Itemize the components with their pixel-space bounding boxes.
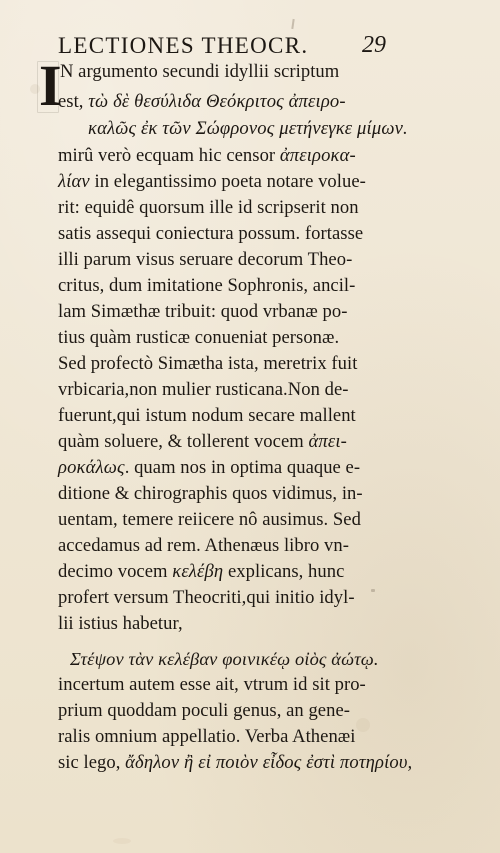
greek-fragment: ἀπει- <box>308 431 347 452</box>
greek-fragment: ἄδηλον ἢ εἰ ποιὸν εἶδος ἐστὶ ποτηρίου, <box>125 752 413 773</box>
decorative-initial <box>37 53 62 118</box>
greek-fragment: τὼ δὲ θεσύλιδα Θεόκριτος ἀπειρο- <box>88 91 346 112</box>
text-fragment: explicans, hunc <box>223 561 345 582</box>
text-line: rit: equidê quorsum ille id scripserit non <box>58 197 359 218</box>
text-fragment: decimo vocem <box>58 561 173 582</box>
text-fragment: in elegantissimo poeta notare volue- <box>89 171 366 192</box>
text-line: critus, dum imitatione Sophronis, ancil- <box>58 275 356 296</box>
greek-fragment: ἀπειροκα- <box>279 145 356 166</box>
text-line: vrbicaria,non mulier rusticana.Non de- <box>58 379 349 400</box>
text-fragment: quàm soluere, & tollerent vocem <box>58 431 309 452</box>
text-fragment: . quam nos in optima quaque e- <box>124 457 361 478</box>
page-number: 29 <box>362 32 386 58</box>
text-line: profert versum Theocriti,qui initio idyl- <box>58 587 355 608</box>
text-line <box>58 561 344 583</box>
greek-fragment: κελέβη <box>172 561 224 582</box>
text-line: fuerunt,qui istum nodum secare mallent <box>58 405 356 426</box>
ink-mark <box>291 19 294 29</box>
text-line: ditione & chirographis quos vidimus, in- <box>58 483 363 504</box>
text-line <box>58 145 356 167</box>
page-header <box>58 32 386 58</box>
text-line: incertum autem esse ait, vtrum id sit pro- <box>58 674 366 695</box>
text-line: Sed profectò Simætha ista, meretrix fuit <box>58 353 358 374</box>
initial-letter: I <box>39 53 62 118</box>
catchword-line <box>58 752 412 774</box>
text-line: ralis omnium appellatio. Verba Athenæi <box>58 726 356 747</box>
text-line: prium quoddam poculi genus, an gene- <box>58 700 351 721</box>
text-line: accedamus ad rem. Athenæus libro vn- <box>58 535 349 556</box>
greek-fragment: ροκάλως <box>58 457 125 478</box>
greek-fragment: λίαν <box>58 171 90 192</box>
running-title: LECTIONES THEOCR. <box>58 33 309 58</box>
verse-line: Στέψον τὰν κελέβαν φοινικέῳ οἰὸς ἀώτῳ. <box>70 649 379 669</box>
text-line: lii istius habetur, <box>58 613 183 634</box>
text-fragment: mirû verò ecquam hic censor <box>58 145 280 166</box>
text-line: illi parum visus seruare decorum Theo- <box>58 249 353 270</box>
text-line: tius quàm rusticæ conueniat personæ. <box>58 327 340 348</box>
text-line: καλῶς ἐκ τῶν Σώφρονος μετήνεγκε μίμων. <box>88 118 408 139</box>
text-line: N argumento secundi idyllii scriptum <box>60 61 340 82</box>
ink-mark <box>371 589 375 592</box>
text-line: satis assequi coniectura possum. fortasse <box>58 223 364 244</box>
text-fragment: sic lego, <box>58 752 126 773</box>
text-line: lam Simæthæ tribuit: quod vrbanæ po- <box>58 301 348 322</box>
text-line <box>58 171 366 193</box>
paper-stain <box>356 718 370 732</box>
text-line <box>58 457 360 479</box>
text-line <box>58 431 347 453</box>
text-fragment: est, <box>58 91 89 112</box>
paper-stain <box>113 838 131 844</box>
text-line: uentam, temere reiicere nô ausimus. Sed <box>58 509 361 530</box>
text-line <box>58 91 346 113</box>
